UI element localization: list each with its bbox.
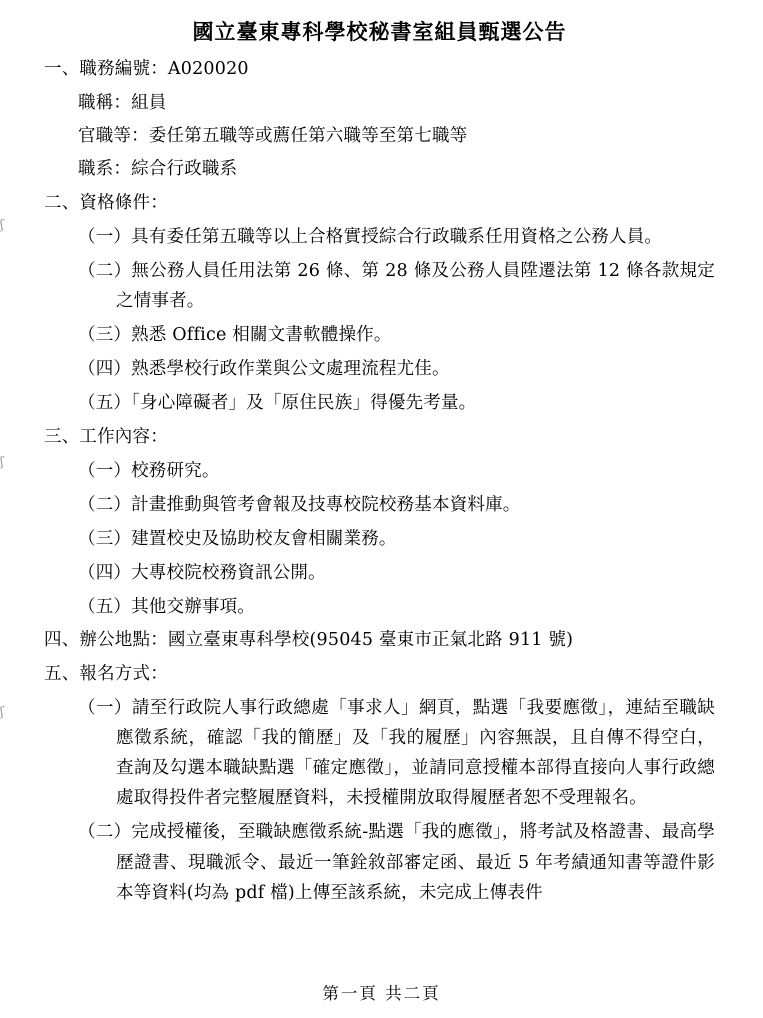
- list-item-text: （一）具有委任第五職等以上合格實授綜合行政職系任用資格之公務人員。: [78, 227, 663, 248]
- list-item-text: （二）無公務人員任用法第 26 條、第 28 條及公務人員陞遷法第 12 條各款規定之情事者。: [78, 261, 715, 312]
- margin-mark: ʃ: [0, 218, 4, 233]
- list-item-text: （一）請至行政院人事行政總處「事求人」網頁，點選「我要應徵」，連結至職缺應徵系統，確認「我的簡歷」及「我的履歷」內容無誤，且自傳不得空白，查詢及勾選本職缺點選「確定應徵」，並請同意授權本部得直接向人事行政總處取得投件者完整履歷資料，未授權開放取得履歷者恕不受理報名。: [78, 698, 715, 809]
- list-item-text: （一）校務研究。: [78, 460, 220, 481]
- section-line: 官職等：委任第五職等或薦任第六職等至第七職等: [78, 125, 468, 146]
- list-item-text: （二）完成授權後，至職缺應徵系統-點選「我的應徵」，將考試及格證書、最高學歷證書、現職派令、最近一筆銓敘部審定函、最近 5 年考績通知書等證件影本等資料(均為 pdf 檔)上傳至該系統，未完成上傳表件: [78, 822, 715, 903]
- page-title: 國立臺東專科學校秘書室組員甄選公告: [192, 19, 567, 44]
- list-item: [78, 592, 715, 622]
- section-heading: 五、報名方式：: [44, 663, 168, 684]
- section-heading: 四、辦公地點：國立臺東專科學校(95045 臺東市正氣北路 911 號): [44, 630, 574, 651]
- list-item-text: （三）熟悉 Office 相關文書軟體操作。: [78, 325, 392, 346]
- list-item-text: （四）大專校院校務資訊公開。: [78, 563, 326, 584]
- section-line: 職系：綜合行政職系: [78, 159, 238, 180]
- list-item: [78, 490, 715, 520]
- section-heading: 一、職務編號：A020020: [44, 59, 249, 80]
- list-item: [78, 456, 715, 486]
- list-item: [78, 222, 715, 252]
- list-item: [78, 693, 715, 813]
- section-line: 職稱：組員: [78, 92, 167, 113]
- list-item: [78, 388, 715, 418]
- list-item: [78, 256, 715, 316]
- list-item: [78, 354, 715, 384]
- list-item: [78, 524, 715, 554]
- section-heading: 二、資格條件：: [44, 192, 168, 213]
- section-heading: 三、工作內容：: [44, 426, 168, 447]
- list-item-text: （四）熟悉學校行政作業與公文處理流程尤佳。: [78, 359, 450, 380]
- list-item-text: （五）其他交辦事項。: [78, 597, 255, 618]
- list-item: [78, 558, 715, 588]
- list-item: [78, 817, 715, 907]
- list-item: [78, 320, 715, 350]
- page-footer: 第一頁 共二頁: [322, 984, 441, 1003]
- margin-mark: ʃ: [0, 705, 4, 720]
- list-item-text: （三）建置校史及協助校友會相關業務。: [78, 529, 397, 550]
- list-item-text: （二）計畫推動與管考會報及技專校院校務基本資料庫。: [78, 495, 521, 516]
- margin-mark: ʃ: [0, 455, 4, 470]
- list-item-text: （五）「身心障礙者」及「原住民族」得優先考量。: [78, 393, 477, 414]
